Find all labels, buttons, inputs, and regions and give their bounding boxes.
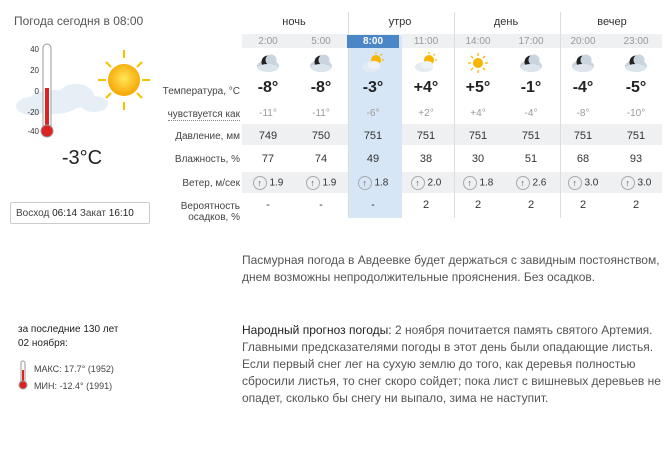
small-thermometer-icon xyxy=(18,360,28,390)
period-headers xyxy=(242,12,662,34)
pressure-value: 751 xyxy=(468,130,488,142)
wind-value: 1.9 xyxy=(269,177,284,189)
max-value: 17.7° xyxy=(64,364,86,374)
forecast-description: Пасмурная погода в Авдеевке будет держаться с завидным постоянством, днем возможны непродолжительные прояснения. Без осадков. xyxy=(242,253,660,284)
temperature-value: -5° xyxy=(625,79,647,96)
label-temperature: Температура, °С xyxy=(162,86,240,97)
page-title: Погода сегодня в 08:00 xyxy=(14,14,144,28)
wind-direction-icon: ↑ xyxy=(358,176,372,190)
wind-value: 1.8 xyxy=(479,177,494,189)
time-label[interactable]: 2:00 xyxy=(258,36,278,47)
wind-direction-icon: ↑ xyxy=(306,176,320,190)
time-label[interactable]: 11:00 xyxy=(413,36,439,47)
wind-cell xyxy=(505,176,557,190)
temperature-value: +5° xyxy=(465,79,491,96)
wind-direction-icon: ↑ xyxy=(411,176,425,190)
period-morning: утро xyxy=(388,16,412,28)
sunrise-label: Восход xyxy=(16,208,50,219)
wind-direction-icon: ↑ xyxy=(568,176,582,190)
feels-like-value: -8° xyxy=(576,108,590,119)
sunrise-sunset-box xyxy=(10,202,150,224)
temperature-value: +4° xyxy=(413,79,439,96)
folk-forecast xyxy=(242,322,662,407)
history-period: за последние 130 лет xyxy=(18,324,119,335)
wind-cell xyxy=(347,176,399,190)
precip-value: - xyxy=(266,199,270,211)
pressure-value: 751 xyxy=(573,130,593,142)
humidity-value: 93 xyxy=(629,153,643,165)
history-max xyxy=(34,364,114,374)
humidity-value: 30 xyxy=(471,153,485,165)
humidity-value: 51 xyxy=(524,153,538,165)
scale-20: 20 xyxy=(30,66,39,75)
thermometer-illustration xyxy=(14,40,154,140)
current-temperature: -3°C xyxy=(61,147,103,169)
max-label: МАКС: xyxy=(34,364,62,374)
precip-value: 2 xyxy=(474,199,482,211)
humidity-value: 77 xyxy=(261,153,275,165)
wind-cell xyxy=(452,176,504,190)
sunrise-time: 06:14 xyxy=(52,208,78,219)
precip-value: 2 xyxy=(527,199,535,211)
folk-heading: Народный прогноз погоды: xyxy=(242,323,392,337)
moon-cloudy-icon xyxy=(557,52,609,74)
wind-direction-icon: ↑ xyxy=(621,176,635,190)
partly-cloudy-sun-icon xyxy=(347,52,399,74)
sunset-label: Закат xyxy=(79,208,107,219)
label-humidity: Влажность, % xyxy=(174,154,240,165)
moon-cloudy-icon xyxy=(505,52,557,74)
temperature-value: -1° xyxy=(520,79,542,96)
label-precip-1: Вероятность xyxy=(180,201,240,212)
wind-value: 3.0 xyxy=(637,177,652,189)
pressure-value: 751 xyxy=(521,130,541,142)
scale-0: 0 xyxy=(34,87,39,96)
wind-cell xyxy=(557,176,609,190)
label-feels-like[interactable]: чувствуется как xyxy=(167,109,240,120)
feels-like-value: -4° xyxy=(524,108,538,119)
humidity-value: 49 xyxy=(366,153,380,165)
temperature-value: -8° xyxy=(310,79,332,96)
feels-like-value: -11° xyxy=(259,108,277,119)
precip-value: - xyxy=(371,199,375,211)
feels-like-value: -10° xyxy=(626,108,646,119)
feels-like-value: -11° xyxy=(312,108,330,119)
precip-value: 2 xyxy=(422,199,430,211)
humidity-value: 74 xyxy=(314,153,328,165)
thermometer-scale xyxy=(27,45,39,136)
time-label[interactable]: 5:00 xyxy=(311,36,331,47)
moon-cloudy-icon xyxy=(295,52,347,74)
time-label[interactable]: 8:00 xyxy=(347,35,399,48)
scale-40: 40 xyxy=(30,45,39,54)
folk-text: 2 ноября почитается память святого Артемия. Главными предсказателями погоды в этот день были опадающие листья. Если первый снег лег на сухую землю до того, как деревья полностью сбросили листья, то снег скоро сойдет; пока лист с вишневых деревьев не опадет, сколько бы снегу ни выпало, зима не наступит. xyxy=(242,323,661,405)
history-min xyxy=(34,381,112,391)
max-year: (1952) xyxy=(87,364,114,374)
temperature-value: -8° xyxy=(257,79,279,96)
wind-cell xyxy=(610,176,662,190)
temperature-value: -4° xyxy=(572,79,594,96)
feels-like-value: +4° xyxy=(470,108,486,119)
label-pressure: Давление, мм xyxy=(175,131,240,142)
min-year: (1991) xyxy=(86,381,113,391)
moon-cloudy-icon xyxy=(242,52,294,74)
pressure-value: 750 xyxy=(311,130,331,142)
sun-icon xyxy=(452,52,504,74)
period-night: ночь xyxy=(282,16,306,28)
time-label[interactable]: 14:00 xyxy=(465,36,491,47)
wind-cell xyxy=(295,176,347,190)
label-precip-2: осадков, % xyxy=(188,212,240,223)
feels-like-value: -6° xyxy=(366,108,380,119)
wind-value: 1.9 xyxy=(322,177,337,189)
wind-cell xyxy=(400,176,452,190)
period-evening: вечер xyxy=(597,16,627,28)
scale-minus40: -40 xyxy=(27,127,39,136)
pressure-value: 751 xyxy=(363,130,383,142)
time-label[interactable]: 20:00 xyxy=(570,36,596,47)
period-day: день xyxy=(493,16,519,28)
humidity-value: 38 xyxy=(419,153,433,165)
wind-direction-icon: ↑ xyxy=(516,176,530,190)
wind-direction-icon: ↑ xyxy=(253,176,267,190)
precip-value: - xyxy=(319,199,323,211)
wind-value: 1.8 xyxy=(374,177,389,189)
history-date: 02 ноября: xyxy=(18,338,68,349)
time-label[interactable]: 17:00 xyxy=(518,36,544,47)
sunset-time: 16:10 xyxy=(108,208,134,219)
partly-cloudy-sun-icon xyxy=(400,52,452,74)
label-wind: Ветер, м/сек xyxy=(182,178,240,189)
wind-value: 2.0 xyxy=(427,177,442,189)
wind-cell xyxy=(242,176,294,190)
pressure-value: 749 xyxy=(258,130,278,142)
pressure-value: 751 xyxy=(626,130,646,142)
time-label[interactable]: 23:00 xyxy=(623,36,649,47)
precip-value: 2 xyxy=(632,199,640,211)
scale-minus20: -20 xyxy=(27,108,39,117)
history-block xyxy=(18,324,238,391)
wind-direction-icon: ↑ xyxy=(463,176,477,190)
thermometer-icon xyxy=(41,44,53,137)
precip-value: 2 xyxy=(579,199,587,211)
wind-value: 3.0 xyxy=(584,177,599,189)
wind-value: 2.6 xyxy=(532,177,547,189)
moon-cloudy-icon xyxy=(610,52,662,74)
min-label: МИН: xyxy=(34,381,57,391)
temperature-value: -3° xyxy=(362,79,384,96)
min-value: -12.4° xyxy=(59,381,84,391)
pressure-value: 751 xyxy=(416,130,436,142)
humidity-value: 68 xyxy=(576,153,590,165)
feels-like-value: +2° xyxy=(418,108,434,119)
